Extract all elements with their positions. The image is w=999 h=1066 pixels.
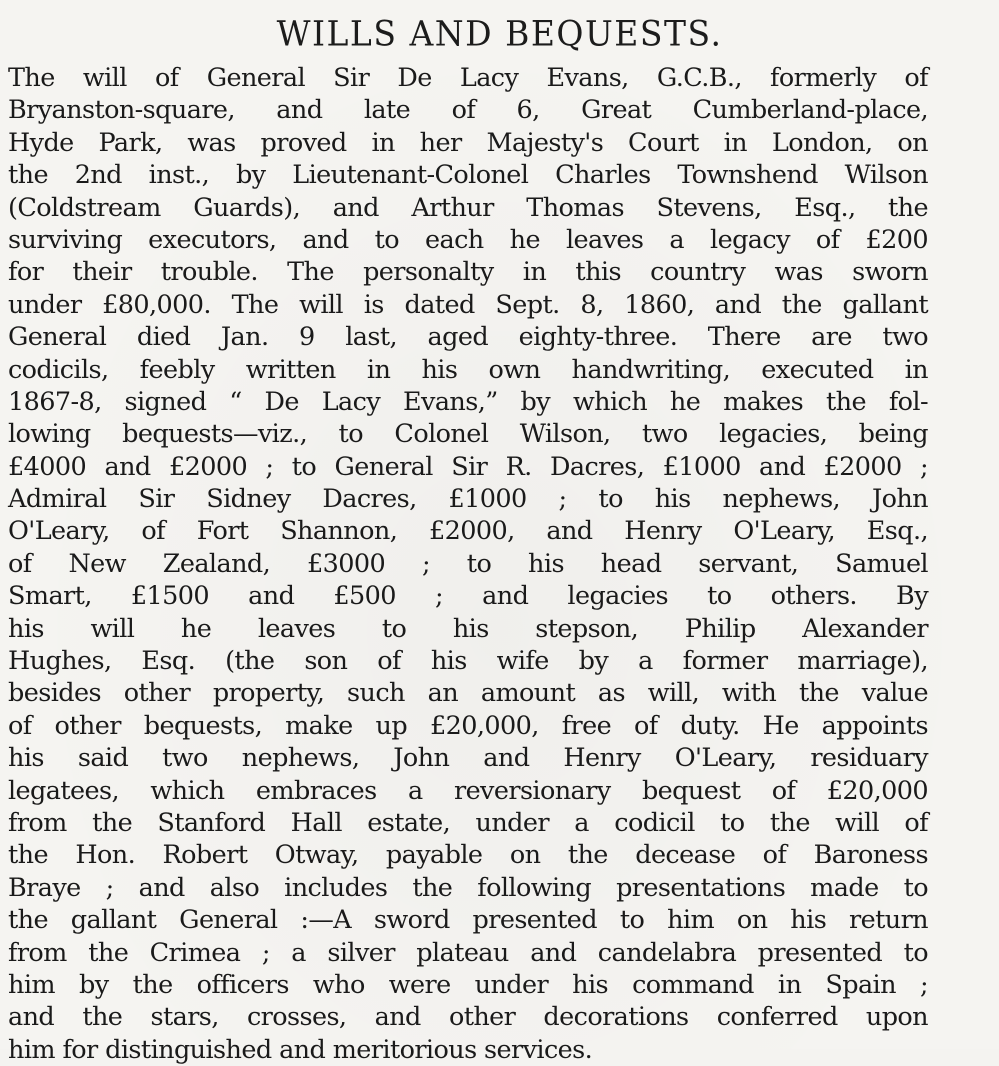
text-line: of New Zealand, £3000 ; to his head servant, Samuel: [8, 548, 928, 579]
text-line: O'Leary, of Fort Shannon, £2000, and Henry O'Leary, Esq.,: [8, 516, 928, 547]
text-line: him for distinguished and meritorious services.: [8, 1034, 593, 1065]
text-line: (Coldstream Guards), and Arthur Thomas Stevens, Esq., the: [8, 192, 928, 223]
text-line: besides other property, such an amount as will, with the value: [8, 678, 928, 709]
text-line: lowing bequests—viz., to Colonel Wilson, two legacies, being: [8, 419, 928, 450]
text-line: from the Crimea ; a silver plateau and candelabra presented to: [8, 937, 928, 968]
text-line: £4000 and £2000 ; to General Sir R. Dacres, £1000 and £2000 ;: [8, 451, 928, 482]
text-line: Admiral Sir Sidney Dacres, £1000 ; to his nephews, John: [8, 484, 928, 515]
text-line: Smart, £1500 and £500 ; and legacies to others. By: [8, 581, 928, 612]
text-line: his will he leaves to his stepson, Philip Alexander: [8, 613, 928, 644]
text-line: his said two nephews, John and Henry O'Leary, residuary: [8, 743, 928, 774]
text-line: surviving executors, and to each he leaves a legacy of £200: [8, 224, 928, 255]
text-line: from the Stanford Hall estate, under a codicil to the will of: [8, 807, 928, 838]
text-line: the 2nd inst., by Lieutenant-Colonel Charles Townshend Wilson: [8, 160, 928, 191]
article-title: WILLS AND BEQUESTS.: [276, 13, 723, 54]
text-line: Hyde Park, was proved in her Majesty's Court in London, on: [8, 127, 928, 158]
text-line: under £80,000. The will is dated Sept. 8, 1860, and the gallant: [8, 289, 928, 320]
text-line: him by the officers who were under his command in Spain ;: [8, 969, 928, 1000]
text-line: for their trouble. The personalty in this country was sworn: [8, 257, 928, 288]
text-line: codicils, feebly written in his own handwriting, executed in: [8, 354, 928, 385]
text-line: legatees, which embraces a reversionary bequest of £20,000: [8, 775, 928, 806]
text-line: Braye ; and also includes the following presentations made to: [8, 872, 928, 903]
text-line: Bryanston-square, and late of 6, Great Cumberland-place,: [8, 95, 928, 126]
text-line: 1867-8, signed “ De Lacy Evans,” by which he makes the fol-: [8, 386, 928, 417]
text-line: The will of General Sir De Lacy Evans, G.C.B., formerly of: [8, 63, 928, 93]
text-line: of other bequests, make up £20,000, free of duty. He appoints: [8, 710, 928, 741]
article-body: [8, 62, 928, 1066]
text-line: and the stars, crosses, and other decorations conferred upon: [8, 1002, 928, 1033]
text-line: General died Jan. 9 last, aged eighty-three. There are two: [8, 322, 928, 353]
text-line: the Hon. Robert Otway, payable on the decease of Baroness: [8, 840, 928, 871]
text-line: Hughes, Esq. (the son of his wife by a former marriage),: [8, 646, 928, 677]
text-line: the gallant General :—A sword presented to him on his return: [8, 905, 928, 936]
